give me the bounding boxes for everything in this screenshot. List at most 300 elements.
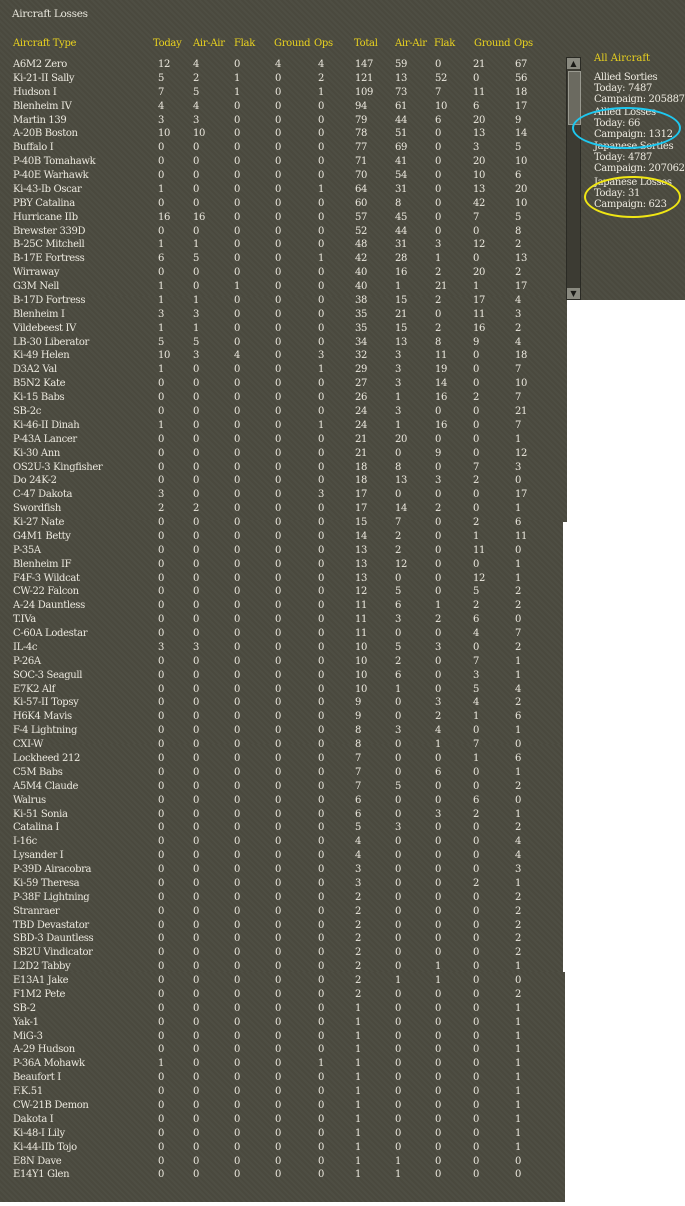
value-cell: 13 [395,72,408,84]
table-row[interactable] [0,488,560,502]
aircraft-type-cell: Ki-15 Babs [13,392,65,404]
value-cell: 7 [473,655,480,667]
table-row[interactable] [0,655,560,669]
value-cell: 0 [158,1016,165,1028]
value-cell: 11 [435,350,448,362]
value-cell: 0 [193,753,200,764]
value-cell: 0 [234,919,241,931]
table-row[interactable] [0,211,560,225]
value-cell: 0 [318,600,325,612]
value-cell: 1 [515,1141,522,1153]
value-cell: 0 [193,558,200,570]
value-cell: 0 [395,1086,402,1098]
value-cell: 0 [193,697,200,709]
value-cell: 0 [275,489,282,501]
summary-line: Today: 4787 [594,152,653,163]
value-cell: 0 [275,294,282,306]
value-cell: 0 [275,114,282,126]
value-cell: 2 [473,600,480,612]
table-row[interactable] [0,461,560,475]
value-cell: 44 [395,114,408,126]
value-cell: 0 [275,725,282,737]
value-cell: 0 [234,711,241,723]
value-cell: 0 [435,517,442,529]
table-row[interactable] [0,1016,560,1030]
value-cell: 0 [193,1155,200,1167]
value-cell: 79 [355,114,368,126]
table-row[interactable] [0,891,560,905]
value-cell: 24 [355,419,368,431]
value-cell: 0 [234,864,241,876]
table-row[interactable] [0,447,560,461]
value-cell: 0 [318,572,325,584]
table-row[interactable] [0,780,560,794]
column-header-0[interactable]: Aircraft Type [13,38,77,49]
value-cell: 3 [473,669,480,681]
table-row[interactable] [0,794,560,808]
value-cell: 0 [158,628,165,640]
aircraft-type-cell: Ki-51 Sonia [13,808,68,820]
value-cell: 1 [435,600,442,612]
column-header-3[interactable]: Flak [234,38,255,49]
value-cell: 8 [355,739,362,751]
table-row[interactable] [0,1127,560,1141]
aircraft-type-cell: F-4 Lightning [13,725,78,737]
scroll-down-icon[interactable]: ▼ [567,288,580,299]
table-row[interactable] [0,724,560,738]
column-header-2[interactable]: Air-Air [193,38,225,49]
table-row[interactable] [0,1099,560,1113]
table-row[interactable] [0,627,560,641]
table-row[interactable] [0,821,560,835]
table-row[interactable] [0,336,560,350]
aircraft-type-cell: B-17D Fortress [13,294,86,306]
value-cell: 0 [234,114,241,126]
table-row[interactable] [0,169,560,183]
value-cell: 21 [355,433,368,445]
table-row[interactable] [0,322,560,336]
table-row[interactable] [0,766,560,780]
value-cell: 8 [395,461,402,473]
scroll-up-icon[interactable]: ▲ [567,58,580,69]
value-cell: 0 [435,794,442,806]
table-row[interactable] [0,294,560,308]
table-row[interactable] [0,572,560,586]
value-cell: 0 [158,780,165,792]
table-row[interactable] [0,696,560,710]
value-cell: 0 [158,988,165,1000]
aircraft-type-cell: G4M1 Betty [13,530,71,542]
table-row[interactable] [0,266,560,280]
value-cell: 0 [193,378,200,390]
value-cell: 0 [435,933,442,945]
table-row[interactable] [0,197,560,211]
japanese-losses-highlight [584,176,681,218]
value-cell: 0 [193,780,200,792]
value-cell: 70 [355,170,368,182]
value-cell: 0 [435,753,442,764]
value-cell: 0 [193,933,200,945]
table-row[interactable] [0,932,560,946]
value-cell: 0 [515,975,522,987]
value-cell: 0 [473,503,480,515]
value-cell: 27 [355,378,368,390]
table-row[interactable] [0,585,560,599]
value-cell: 0 [158,905,165,917]
value-cell: 6 [355,794,362,806]
value-cell: 0 [473,905,480,917]
value-cell: 1 [355,1127,362,1139]
table-row[interactable] [0,669,560,683]
column-header-5[interactable]: Ops [314,38,333,49]
table-row[interactable] [0,1141,560,1155]
value-cell: 0 [275,225,282,237]
value-cell: 0 [234,558,241,570]
value-cell: 0 [234,572,241,584]
value-cell: 0 [435,59,442,70]
value-cell: 0 [275,1141,282,1153]
table-row[interactable] [0,641,560,655]
value-cell: 38 [355,294,368,306]
column-header-1[interactable]: Today [153,38,182,49]
value-cell: 0 [395,1016,402,1028]
aircraft-type-cell: P-40E Warhawk [13,170,89,182]
table-row[interactable] [0,544,560,558]
value-cell: 0 [318,586,325,598]
value-cell: 1 [435,975,442,987]
value-cell: 2 [515,919,522,931]
value-cell: 2 [193,503,200,515]
value-cell: 13 [395,336,408,348]
value-cell: 0 [234,683,241,695]
value-cell: 5 [515,211,522,223]
summary-line: Japanese Sorties [594,141,674,152]
value-cell: 0 [275,544,282,556]
value-cell: 0 [158,1072,165,1084]
value-cell: 0 [275,419,282,431]
value-cell: 0 [234,975,241,987]
table-row[interactable] [0,599,560,613]
value-cell: 15 [355,517,368,529]
table-row[interactable] [0,225,560,239]
table-row[interactable] [0,502,560,516]
table-row[interactable] [0,1168,560,1182]
aircraft-type-cell: Ki-46-II Dinah [13,419,80,431]
table-row[interactable] [0,905,560,919]
value-cell: 0 [473,766,480,778]
value-cell: 0 [318,766,325,778]
value-cell: 0 [193,1030,200,1042]
table-row[interactable] [0,1043,560,1057]
value-cell: 0 [275,1002,282,1014]
table-row[interactable] [0,988,560,1002]
value-cell: 0 [193,975,200,987]
value-cell: 2 [435,294,442,306]
value-cell: 0 [395,877,402,889]
table-row[interactable] [0,1085,560,1099]
table-row[interactable] [0,946,560,960]
value-cell: 12 [515,447,528,459]
value-cell: 4 [193,100,200,112]
value-cell: 0 [435,1086,442,1098]
value-cell: 0 [234,1100,241,1111]
table-row[interactable] [0,308,560,322]
value-cell: 2 [395,655,402,667]
value-cell: 0 [318,475,325,487]
table-row[interactable] [0,516,560,530]
value-cell: 0 [435,1141,442,1153]
value-cell: 0 [234,725,241,737]
value-cell: 0 [234,308,241,320]
value-cell: 0 [234,294,241,306]
table-row[interactable] [0,419,560,433]
table-row[interactable] [0,363,560,377]
value-cell: 7 [515,392,522,404]
value-cell: 0 [158,1030,165,1042]
table-row[interactable] [0,141,560,155]
value-cell: 0 [234,517,241,529]
table-row[interactable] [0,349,560,363]
value-cell: 7 [473,461,480,473]
table-row[interactable] [0,752,560,766]
value-cell: 12 [355,586,368,598]
table-row[interactable] [0,863,560,877]
value-cell: 1 [318,253,325,265]
table-row[interactable] [0,960,560,974]
value-cell: 0 [193,891,200,903]
value-cell: 6 [515,711,522,723]
value-cell: 0 [395,919,402,931]
value-cell: 0 [275,794,282,806]
value-cell: 0 [473,780,480,792]
value-cell: 0 [275,558,282,570]
table-row[interactable] [0,238,560,252]
value-cell: 13 [355,558,368,570]
value-cell: 0 [234,378,241,390]
side-scrollbar[interactable] [566,57,581,300]
value-cell: 0 [473,558,480,570]
table-row[interactable] [0,405,560,419]
value-cell: 20 [395,433,408,445]
value-cell: 0 [318,975,325,987]
value-cell: 0 [435,864,442,876]
value-cell: 0 [473,919,480,931]
value-cell: 0 [234,655,241,667]
value-cell: 6 [355,808,362,820]
table-row[interactable] [0,530,560,544]
value-cell: 0 [318,406,325,417]
table-row[interactable] [0,433,560,447]
value-cell: 0 [473,1169,480,1181]
table-row[interactable] [0,738,560,752]
value-cell: 0 [193,1072,200,1084]
value-cell: 0 [275,739,282,751]
value-cell: 0 [435,1072,442,1084]
table-row[interactable] [0,72,560,86]
value-cell: 5 [158,72,165,84]
value-cell: 1 [318,183,325,195]
value-cell: 0 [318,725,325,737]
table-row[interactable] [0,1057,560,1071]
value-cell: 0 [193,725,200,737]
column-header-6[interactable]: Total [354,38,378,49]
value-cell: 21 [473,59,486,70]
value-cell: 1 [395,281,402,293]
table-row[interactable] [0,683,560,697]
table-row[interactable] [0,558,560,572]
column-header-4[interactable]: Ground [274,38,311,49]
value-cell: 11 [473,308,486,320]
value-cell: 0 [234,364,241,376]
value-cell: 0 [395,850,402,862]
value-cell: 0 [275,614,282,626]
aircraft-type-cell: P-40B Tomahawk [13,156,96,168]
table-row[interactable] [0,835,560,849]
value-cell: 1 [193,239,200,251]
value-cell: 1 [318,419,325,431]
value-cell: 0 [158,1169,165,1181]
table-row[interactable] [0,710,560,724]
value-cell: 0 [318,1155,325,1167]
aircraft-type-cell: IL-4c [13,641,38,653]
value-cell: 0 [193,267,200,279]
table-row[interactable] [0,183,560,197]
table-row[interactable] [0,1030,560,1044]
table-row[interactable] [0,155,560,169]
table-row[interactable] [0,280,560,294]
value-cell: 0 [193,517,200,529]
value-cell: 0 [193,197,200,209]
value-cell: 0 [193,156,200,168]
table-row[interactable] [0,86,560,100]
value-cell: 1 [515,877,522,889]
column-header-7[interactable]: Air-Air [395,38,427,49]
value-cell: 0 [275,308,282,320]
value-cell: 42 [355,253,368,265]
aircraft-type-cell: A5M4 Claude [13,780,79,792]
value-cell: 10 [473,170,486,182]
value-cell: 0 [473,864,480,876]
value-cell: 1 [158,322,165,334]
column-header-8[interactable]: Flak [434,38,455,49]
value-cell: 10 [355,655,368,667]
table-row[interactable] [0,100,560,114]
value-cell: 0 [395,947,402,959]
value-cell: 3 [395,614,402,626]
value-cell: 0 [435,988,442,1000]
value-cell: 0 [234,503,241,515]
table-row[interactable] [0,391,560,405]
value-cell: 0 [395,864,402,876]
value-cell: 1 [515,1030,522,1042]
table-row[interactable] [0,252,560,266]
value-cell: 2 [515,933,522,945]
value-cell: 0 [435,1016,442,1028]
aircraft-type-cell: TBD Devastator [13,919,89,931]
value-cell: 0 [435,877,442,889]
value-cell: 0 [158,975,165,987]
table-row[interactable] [0,474,560,488]
summary-line: Campaign: 1312 [594,129,673,140]
aircraft-type-cell: PBY Catalina [13,197,75,209]
value-cell: 0 [193,489,200,501]
value-cell: 0 [435,1044,442,1056]
aircraft-type-cell: I-16c [13,836,37,848]
value-cell: 147 [355,59,374,70]
value-cell: 67 [515,59,528,70]
aircraft-type-cell: Ki-30 Ann [13,447,60,459]
table-row[interactable] [0,877,560,891]
table-row[interactable] [0,58,560,72]
value-cell: 4 [158,100,165,112]
value-cell: 69 [395,142,408,154]
value-cell: 3 [435,697,442,709]
value-cell: 11 [355,614,368,626]
table-row[interactable] [0,919,560,933]
aircraft-type-cell: SB-2 [13,1002,36,1014]
value-cell: 0 [158,572,165,584]
value-cell: 0 [158,669,165,681]
column-header-9[interactable]: Ground [474,38,511,49]
value-cell: 0 [193,1169,200,1181]
table-row[interactable] [0,1071,560,1085]
table-row[interactable] [0,849,560,863]
value-cell: 3 [515,864,522,876]
value-cell: 3 [158,489,165,501]
value-cell: 0 [318,850,325,862]
aircraft-type-cell: OS2U-3 Kingfisher [13,461,103,473]
value-cell: 0 [275,933,282,945]
value-cell: 5 [473,683,480,695]
value-cell: 2 [355,933,362,945]
aircraft-type-cell: C-60A Lodestar [13,628,88,640]
value-cell: 3 [395,822,402,834]
aircraft-type-cell: A-20B Boston [13,128,78,140]
value-cell: 0 [275,683,282,695]
value-cell: 6 [473,794,480,806]
value-cell: 2 [473,475,480,487]
column-header-10[interactable]: Ops [514,38,533,49]
table-row[interactable] [0,1002,560,1016]
all-aircraft-title[interactable]: All Aircraft [594,53,651,64]
value-cell: 6 [435,766,442,778]
value-cell: 1 [395,1169,402,1181]
table-row[interactable] [0,1113,560,1127]
table-row[interactable] [0,1155,560,1169]
value-cell: 0 [234,197,241,209]
table-row[interactable] [0,127,560,141]
value-cell: 0 [158,961,165,973]
value-cell: 0 [158,1113,165,1125]
value-cell: 3 [355,877,362,889]
table-row[interactable] [0,613,560,627]
value-cell: 10 [158,350,171,362]
value-cell: 1 [355,1002,362,1014]
value-cell: 0 [318,128,325,140]
value-cell: 0 [158,711,165,723]
value-cell: 73 [395,86,408,98]
value-cell: 0 [318,336,325,348]
table-row[interactable] [0,377,560,391]
table-row[interactable] [0,974,560,988]
value-cell: 0 [158,530,165,542]
value-cell: 0 [275,655,282,667]
value-cell: 10 [355,669,368,681]
value-cell: 0 [193,392,200,404]
table-row[interactable] [0,808,560,822]
table-row[interactable] [0,114,560,128]
value-cell: 3 [435,641,442,653]
